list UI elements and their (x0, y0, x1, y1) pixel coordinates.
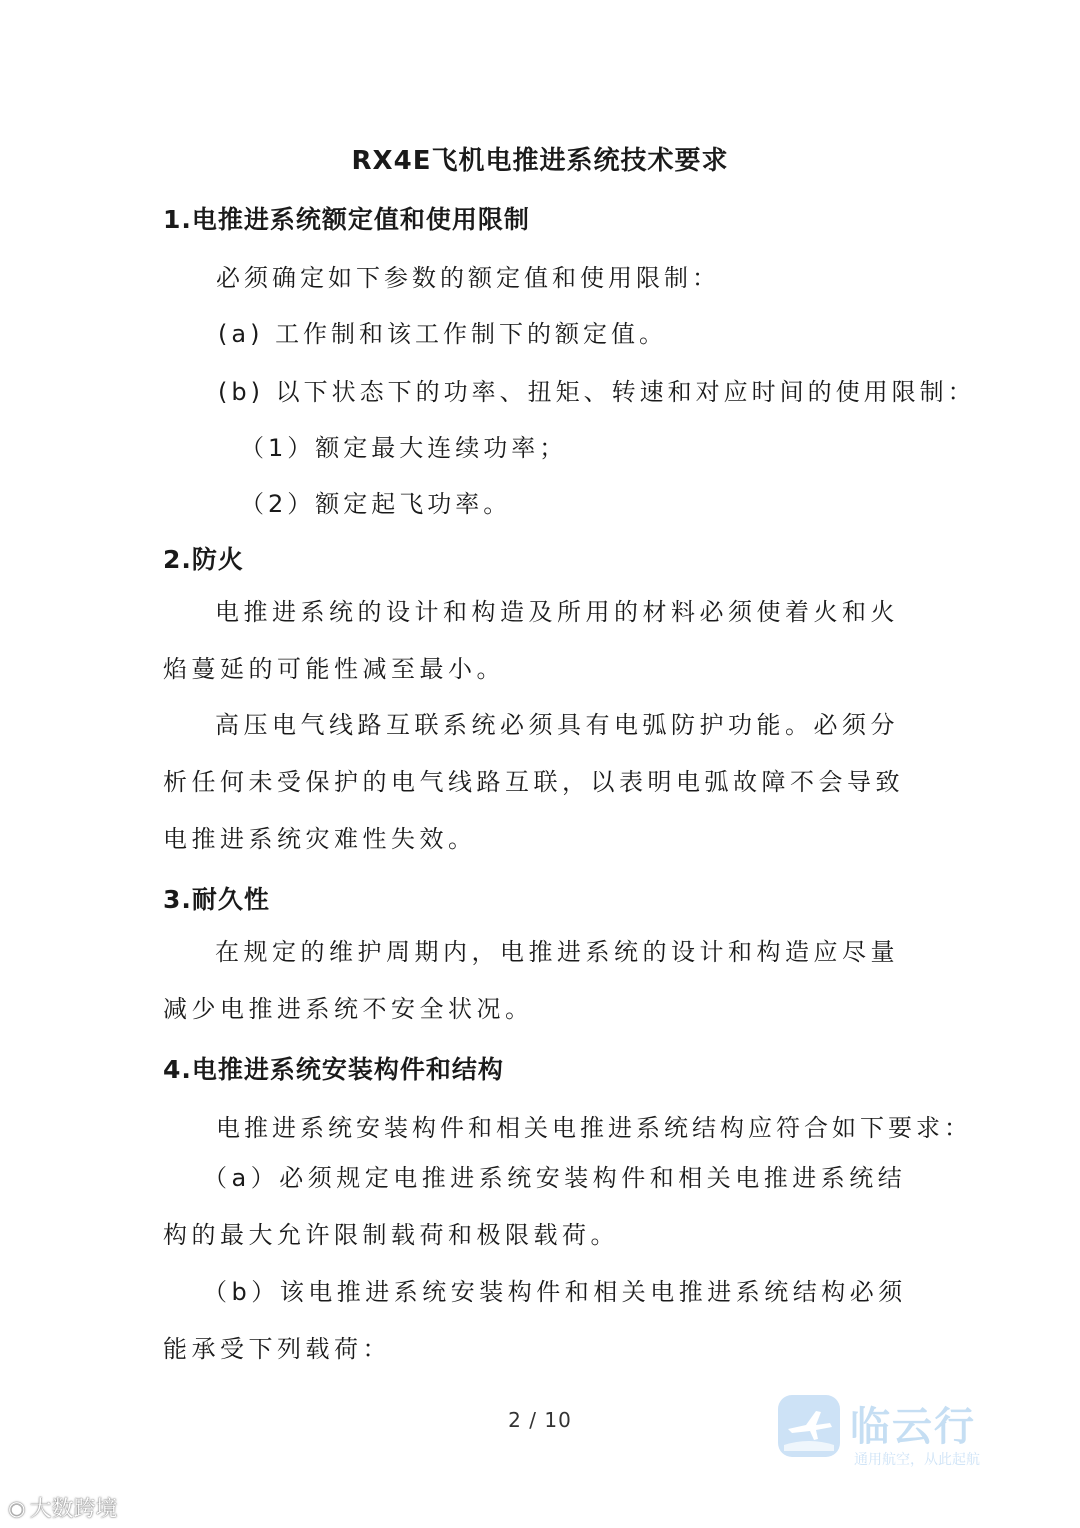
section-2-paragraph-2: 高压电气线路互联系统必须具有电弧防护功能。必须分析任何未受保护的电气线路互联，以表明电弧故障不会导致电推进系统灾难性失效。 (163, 711, 904, 853)
weibo-icon: ◉ (8, 1495, 26, 1520)
airplane-icon (778, 1395, 840, 1457)
watermark-linyunxing (778, 1395, 1018, 1475)
section-4-intro: 电推进系统安装构件和相关电推进系统结构应符合如下要求： (216, 1114, 972, 1142)
section-heading-2: 2.防火 (163, 545, 244, 574)
section-1-item-a: (a) 工作制和该工作制下的额定值。 (218, 320, 668, 348)
section-heading-4: 4.电推进系统安装构件和结构 (163, 1055, 504, 1084)
watermark-brand-name: 临云行 (850, 1404, 976, 1450)
watermark-left-text: 大数跨境 (29, 1497, 118, 1522)
section-1-item-b2: （2）额定起飞功率。 (240, 490, 512, 518)
section-3-paragraph-1: 在规定的维护周期内，电推进系统的设计和构造应尽量减少电推进系统不安全状况。 (163, 938, 899, 1023)
section-1-item-b1: （1）额定最大连续功率； (240, 434, 568, 462)
document-title: RX4E飞机电推进系统技术要求 (351, 146, 729, 176)
section-heading-3: 3.耐久性 (163, 885, 270, 914)
section-4-paragraph-a: （a）必须规定电推进系统安装构件和相关电推进系统结构的最大允许限制载荷和极限载荷。 (163, 1164, 907, 1249)
section-4-paragraph-b: （b）该电推进系统安装构件和相关电推进系统结构必须能承受下列载荷： (163, 1278, 907, 1363)
section-1-intro: 必须确定如下参数的额定值和使用限制： (216, 264, 720, 292)
watermark-dashu (8, 1492, 117, 1523)
watermark-slogan: 通用航空，从此起航 (854, 1452, 980, 1468)
section-1-item-b: (b) 以下状态下的功率、扭矩、转速和对应时间的使用限制： (218, 378, 976, 406)
page-number: 2 / 10 (508, 1408, 572, 1432)
section-2-paragraph-1: 电推进系统的设计和构造及所用的材料必须使着火和火焰蔓延的可能性减至最小。 (163, 598, 899, 683)
section-heading-1: 1.电推进系统额定值和使用限制 (163, 205, 530, 234)
